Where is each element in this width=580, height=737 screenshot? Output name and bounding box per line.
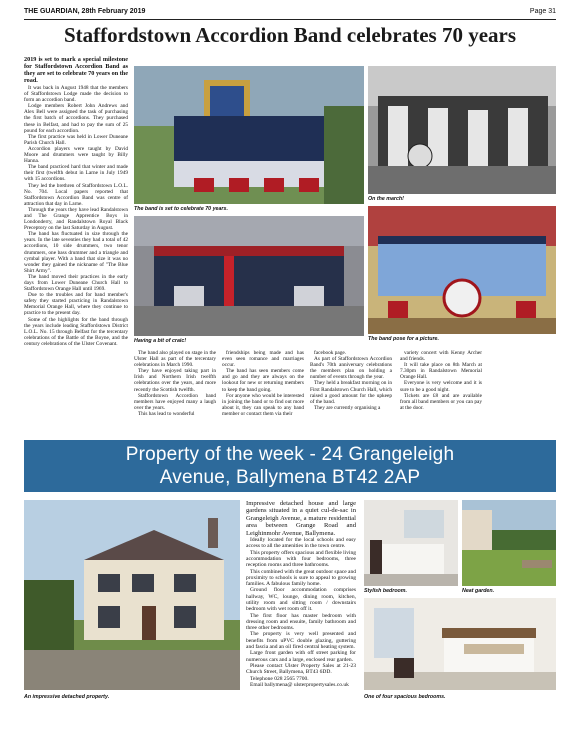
- band-photo-1-image: [134, 66, 364, 204]
- paragraph: The first floor has master bedroom with dressing room and ensuite, family bathroom and three other bedrooms.: [246, 612, 356, 632]
- bedroom-photo-2: [364, 598, 556, 690]
- paragraph: Accordion players were taught by David Moore and drummers were taught by Billy Hanna.: [24, 145, 128, 165]
- caption-photo-1: The band is set to celebrate 70 years.: [134, 206, 228, 212]
- bedroom-photo-1: [364, 500, 458, 586]
- paragraph: This combined with the great outdoor space and proximity to schools is sure to appeal to growing families. A fabulous family home.: [246, 568, 356, 588]
- paragraph: Lodge members Robert John Andrews and Alex Bell were assigned the task of purchasing the first batch of accordions. They purchased these in Belfast, and had to pay the sum of 25 pound for each accordion.: [24, 103, 128, 134]
- article1-lead: 2019 is set to mark a special milestone for Staffordstown Accordion Band as they are set to celebrate 70 years on the road.: [24, 56, 128, 84]
- paper-date: THE GUARDIAN, 28th February 2019: [24, 8, 146, 15]
- paragraph: variety concert with Kenny Archer and friends.: [400, 350, 482, 363]
- band-photo-3: [134, 216, 364, 336]
- property-headline-banner: [24, 440, 556, 492]
- paragraph: For anyone who would be interested in joining the band or to find out more about it, they can speak to any band member or contact them via their: [222, 392, 304, 417]
- paragraph: As part of Staffordstown Accordion Band's 70th anniversary celebrations the members plan on holding a number of events through the year.: [310, 356, 392, 381]
- paragraph: Tickets are £8 and are available from all band members or you can pay at the door.: [400, 392, 482, 411]
- page-number: Page 31: [529, 8, 556, 15]
- caption-bedroom-2: One of four spacious bedrooms.: [364, 694, 446, 700]
- paragraph: They are currently organising a: [314, 404, 381, 411]
- paragraph: This property offers spacious and flexible living accommodation with four bedrooms, three reception rooms and three bathrooms.: [246, 549, 356, 569]
- bedroom-photo-1-image: [364, 500, 458, 586]
- paragraph: The band has fluctuated in size through the years. In the late seventies they had a total of 42 accordions, 10 side drummers, two tenor drummers, one bass drummer and a triangle and cymbal player. With a band that size it was no wonder they gained the nickname of "The Blue Shirt Army".: [24, 231, 128, 274]
- band-photo-2-image: [368, 66, 556, 194]
- article1-col1: [24, 56, 128, 436]
- paragraph: The band has seen members come and go and they are always on the lookout for new or returning members to keep the band going.: [222, 368, 304, 393]
- article1-col3: [222, 350, 304, 436]
- paragraph: It will take place on 8th March at 7.30pm in Randalstown Memorial Orange Hall.: [400, 362, 482, 381]
- garden-photo: [462, 500, 556, 586]
- band-photo-4-image: [368, 206, 556, 334]
- band-photo-4: [368, 206, 556, 334]
- paragraph: Email ballymena@ ulsterpropertysales.co.uk: [250, 681, 349, 688]
- garden-photo-image: [462, 500, 556, 586]
- article1-col4: [310, 350, 392, 436]
- house-photo: [24, 500, 240, 690]
- caption-photo-4: The band pose for a picture.: [368, 336, 439, 342]
- paragraph: It was back in August 1948 that the members of Staffordstown Lodge made the decision to form an accordion band.: [24, 85, 128, 104]
- paragraph: The property is very well presented and benefits from uPVC double glazing, guttering and fascia and an oil fired central heating system.: [246, 631, 356, 651]
- property-body: [246, 500, 356, 732]
- paragraph: Staffordstown Accordion band members have enjoyed many a laugh over the years.: [134, 392, 216, 411]
- bedroom-photo-2-image: [364, 598, 556, 690]
- article1-col2: [134, 350, 216, 436]
- paragraph: Ground floor accommodation comprises hallway, WC, lounge, dining room, kitchen, utility room and sitting room / downstairs bedroom with wet room off it.: [246, 587, 356, 613]
- property-lead: Impressive detached house and large gardens situated in a quiet cul-de-sac in Grangeleigh Avenue, a mature residential area between Grange Road and Leighinmohr Avenue, Ballymena.: [246, 500, 356, 537]
- paragraph: facebook page.: [314, 350, 347, 356]
- caption-photo-3: Having a bit of craic!: [134, 338, 187, 344]
- paragraph: This has lead to wonderful: [138, 410, 195, 417]
- caption-bedroom-1: Stylish bedroom.: [364, 588, 407, 594]
- paragraph: The band also played on stage in the Ulster Hall as part of the tercentary celebrations in March 1990.: [134, 350, 216, 369]
- paragraph: Ideally located for the local schools and easy access to all the amenities in the town centre.: [246, 537, 356, 550]
- header-rule: [24, 19, 556, 20]
- paragraph: Due to the troubles and for band member's safety they started practicing in Randalstown Memorial Orange Hall, where they continue to practice to the present day.: [24, 292, 128, 317]
- paragraph: friendships being made and has even seen romance and marriages occur.: [222, 350, 304, 369]
- article1-col5: [400, 350, 482, 436]
- paragraph: Some of the highlights for the band through the years include leading Staffordstown District L.O.L. No. 15 through Belfast for the tercentary celebrations of the Battle of the Boyne, and the century celebrations of the Ulster Covenant.: [24, 316, 128, 347]
- paragraph: They led the brethren of Staffordstown L.O.L. No. 704. Local papers reported that Staffordstown Accordion Band was centre of attraction that day in Larne.: [24, 182, 128, 207]
- paragraph: They have enjoyed taking part in Irish and Northern Irish twelfth celebrations over the years, and more recently the Scottish twelfth.: [134, 368, 216, 393]
- caption-photo-2: On the march!: [368, 196, 404, 202]
- paragraph: Telephone 028 2565 7700.: [250, 675, 309, 682]
- property-headline-line2: Avenue, Ballymena BT42 2AP: [159, 467, 421, 488]
- paragraph: Please contact Ulster Property Sales at 21-23 Church Street, Ballymena, BT43 6DD.: [246, 662, 356, 676]
- paragraph: The first practice was held in Lower Duneane Parish Church Hall.: [24, 133, 128, 146]
- band-photo-1: [134, 66, 364, 204]
- paragraph: They held a breakfast morning on in First Randalstown Church Hall, which raised a good amount for the upkeep of the band.: [310, 380, 392, 405]
- paragraph: Large front garden with off street parking for numerous cars and a large, enclosed rear garden.: [246, 650, 356, 663]
- paragraph: The band practiced hard that winter and made their first (twelfth debut in Larne in July 1949 with 15 accordions.: [24, 164, 128, 183]
- house-photo-image: [24, 500, 240, 690]
- article1-headline: Staffordstown Accordion Band celebrates 70 years: [63, 23, 517, 47]
- band-photo-2: [368, 66, 556, 194]
- paragraph: The band moved their practices in the early days from Lower Duneane Church Hall to Staffordstown Orange Hall until 1969.: [24, 273, 128, 293]
- band-photo-3-image: [134, 216, 364, 336]
- caption-garden: Neat garden.: [462, 588, 495, 594]
- paragraph: Everyone is very welcome and it is sure to be a good night.: [400, 380, 482, 393]
- property-headline-line1: Property of the week - 24 Grangeleigh: [125, 444, 455, 465]
- caption-house: An impressive detached property.: [24, 694, 110, 700]
- paragraph: Through the years they have lead Randalstown and The Grange Apprentice Boys in Londonderry, and Randalstown Royal Black Preceptory on the last Saturday in August.: [24, 206, 128, 232]
